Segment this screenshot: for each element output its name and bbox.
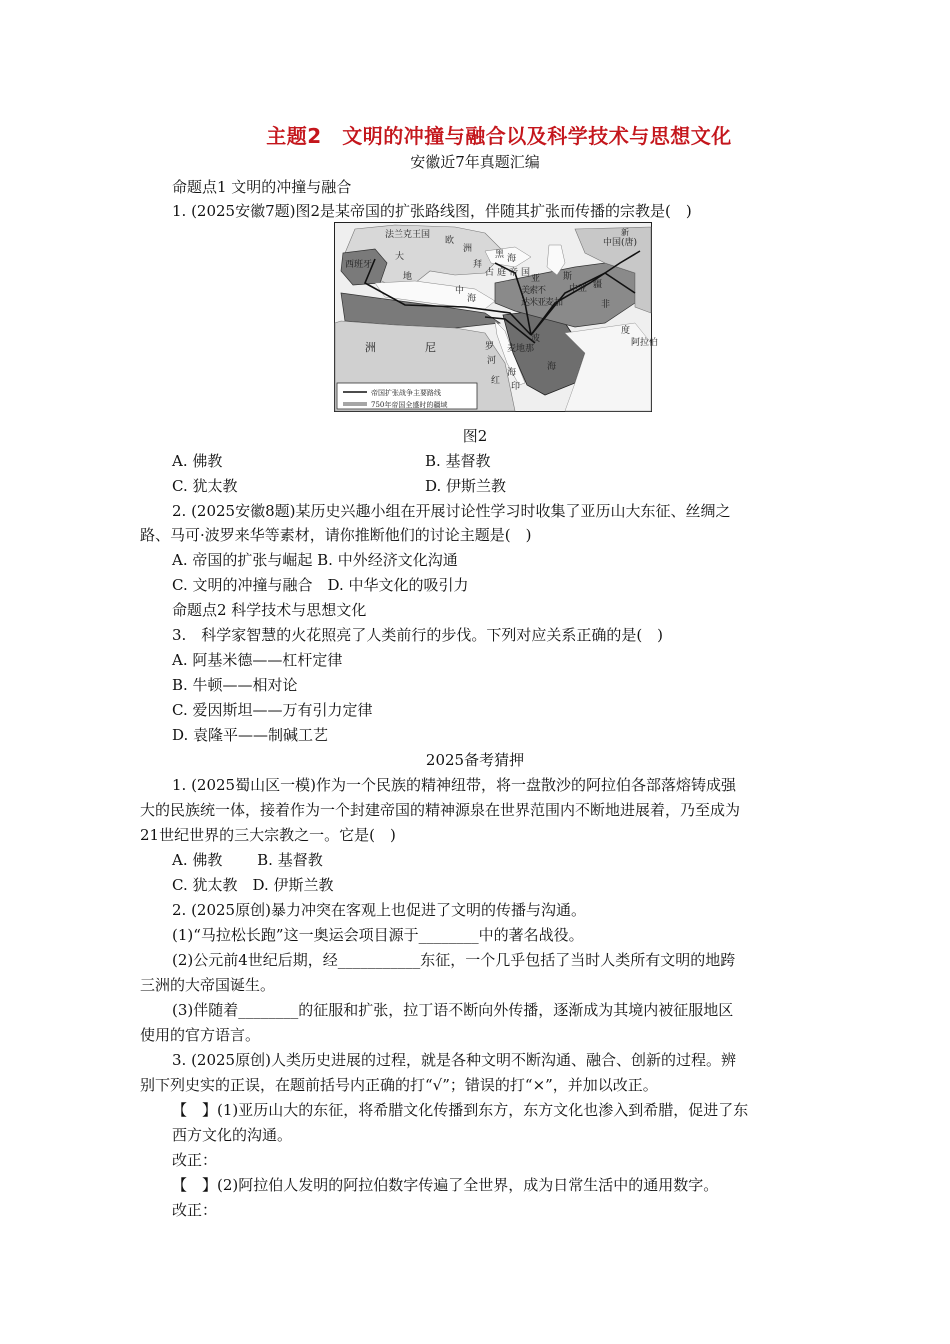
map-label: 河	[487, 356, 497, 366]
p3-fix1-label: 改正：	[172, 1151, 218, 1169]
p3-fix2-label: 改正：	[172, 1201, 218, 1219]
p3-line2: 别下列史实的正误，在题前括号内正确的打“√”；错误的打“×”，并加以改正。	[140, 1076, 658, 1094]
map-label: 尼	[425, 341, 436, 354]
map-label: 新	[621, 228, 629, 237]
p1-line1: 1. (2025蜀山区一模)作为一个民族的精神纽带，将一盘散沙的阿拉伯各部落熔铸成强	[172, 776, 736, 794]
q1-option-b: B. 基督教	[425, 452, 491, 470]
map-label: 海	[467, 294, 477, 304]
map-label: 罗	[485, 342, 495, 352]
legend-route: 帝国扩张战争主要路线	[371, 389, 441, 397]
p2-sub1: (1)“马拉松长跑”这一奥运会项目源于________中的著名战役。	[172, 926, 584, 944]
q2-stem-line1: 2. (2025安徽8题)某历史兴趣小组在开展讨论性学习时收集了亚历山大东征、丝绸之	[172, 502, 731, 520]
map-label: 海	[547, 362, 557, 372]
p2-sub3-line1: (3)伴随着________的征服和扩张，拉丁语不断向外传播，逐渐成为其境内被征服地区	[172, 1001, 734, 1019]
figure-caption: 图2	[462, 427, 488, 445]
map-label: 印	[511, 382, 521, 392]
map-label: 欧	[445, 236, 455, 246]
map-label: 波	[531, 334, 541, 344]
q1-option-a: A. 佛教	[172, 452, 223, 470]
map-label: 不	[537, 286, 547, 296]
map-label: 海	[507, 254, 517, 264]
p2-sub3-line2: 使用的官方语言。	[140, 1026, 261, 1044]
question-1-stem: 1. (2025安徽7题)图2是某帝国的扩张路线图，伴随其扩张而传播的宗教是( )	[172, 202, 692, 220]
p3-line1: 3. (2025原创)人类历史进展的过程，就是各种文明不断沟通、融合、创新的过程。辨	[172, 1051, 736, 1069]
map-label: 中国(唐)	[603, 238, 638, 248]
p3-item2: 【 】(2)阿拉伯人发明的阿拉伯数字传遍了全世界，成为日常生活中的通用数字。	[172, 1176, 719, 1194]
map-label: 海	[507, 368, 517, 378]
map-label: 度	[621, 326, 631, 336]
map-label: 麦地那	[507, 344, 535, 354]
map-label: 洲	[365, 341, 376, 354]
q2-options-row1: A. 帝国的扩张与崛起 B. 中外经济文化沟通	[172, 551, 458, 569]
map-label: 大	[395, 252, 405, 262]
map-label: 拜	[473, 260, 483, 270]
p1-line3: 21世纪世界的三大宗教之一。它是( )	[140, 826, 396, 844]
legend-territory: 750年帝国全盛时的疆域	[371, 401, 448, 409]
map-label: 占	[485, 268, 495, 278]
q1-option-c: C. 犹太教	[172, 477, 238, 495]
map-label: 庭	[497, 268, 507, 278]
map-label: 索	[529, 286, 539, 296]
q2-options-row2: C. 文明的冲撞与融合 D. 中华文化的吸引力	[172, 576, 469, 594]
p3-item1-line1: 【 】(1)亚历山大的东征，将希腊文化传播到东方，东方文化也渗入到希腊，促进了东	[172, 1101, 749, 1119]
section-heading-3: 2025备考猜押	[425, 751, 525, 769]
map-label: 斯	[563, 272, 573, 282]
q3-option-a: A. 阿基米德——杠杆定律	[172, 651, 343, 669]
map-label: 红	[491, 376, 501, 386]
map-label: 法兰克王国	[385, 230, 431, 240]
map-label: 亚	[531, 274, 541, 284]
map-label: 帝	[509, 268, 519, 278]
map-label: 疆	[593, 280, 603, 290]
page-title: 主题2 文明的冲撞与融合以及科学技术与思想文化	[266, 124, 732, 148]
p2-stem: 2. (2025原创)暴力冲突在客观上也促进了文明的传播与沟通。	[172, 901, 586, 919]
map-label: 地	[403, 272, 413, 282]
subtitle: 安徽近7年真题汇编	[410, 153, 540, 171]
expansion-map	[334, 222, 659, 412]
map-label: 阿拉伯	[631, 338, 659, 348]
section-heading-1: 命题点1 文明的冲撞与融合	[172, 178, 352, 196]
map-label: 米	[529, 298, 539, 308]
map-label: 亚	[537, 298, 547, 308]
map-label: 中	[455, 286, 465, 296]
map-label: 美	[521, 286, 531, 296]
p1-line2: 大的民族统一体，接着作为一个封建帝国的精神源泉在世界范围内不断地进展着，乃至成为	[140, 801, 741, 819]
map-label: 麦加	[545, 298, 564, 308]
q3-stem: 3. 科学家智慧的火花照亮了人类前行的步伐。下列对应关系正确的是( )	[172, 626, 664, 644]
p1-options-row2: C. 犹太教 D. 伊斯兰教	[172, 876, 334, 894]
map-label: 国	[521, 268, 531, 278]
q3-option-d: D. 袁隆平——制碱工艺	[172, 726, 329, 744]
map-label: 达	[521, 298, 531, 308]
map-label: 黑	[495, 250, 505, 260]
map-label: 中亚	[569, 284, 588, 294]
map-label: 洲	[463, 244, 473, 254]
q3-option-c: C. 爱因斯坦——万有引力定律	[172, 701, 373, 719]
map-label: 非	[601, 300, 611, 310]
q3-option-b: B. 牛顿——相对论	[172, 676, 298, 694]
section-heading-2: 命题点2 科学技术与思想文化	[172, 601, 367, 619]
p2-sub2-line2: 三洲的大帝国诞生。	[140, 976, 276, 994]
p3-item1-line2: 西方文化的沟通。	[172, 1126, 293, 1144]
q1-option-d: D. 伊斯兰教	[425, 477, 507, 495]
map-label: 西班牙	[345, 260, 373, 270]
p1-options-row1: A. 佛教 B. 基督教	[172, 851, 323, 869]
p2-sub2-line1: (2)公元前4世纪后期，经___________东征，一个几乎包括了当时人类所有文明的地跨	[172, 951, 736, 969]
q2-stem-line2: 路、马可·波罗来华等素材，请你推断他们的讨论主题是( )	[140, 526, 532, 544]
